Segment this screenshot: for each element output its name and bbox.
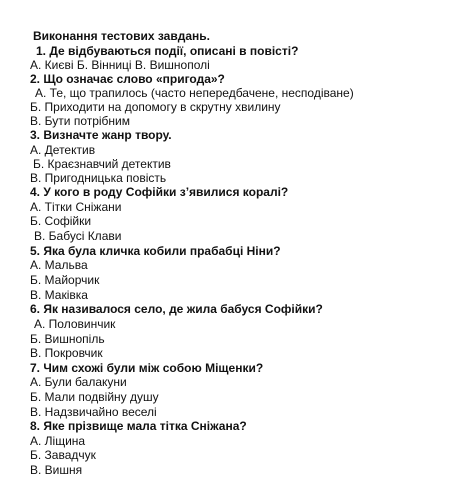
answer-3-b: Б. Краєзнавчий детектив — [33, 157, 171, 171]
question-1: 1. Де відбуваються події, описані в повісті? — [36, 44, 299, 58]
document-heading: Виконання тестових завдань. — [33, 29, 210, 43]
answer-5-b: Б. Майорчик — [30, 273, 100, 287]
question-4: 4. У кого в роду Софійки з’явилися коралі? — [30, 185, 289, 199]
answer-2-a: А. Те, що трапилось (часто непередбачене, несподіване) — [35, 86, 354, 100]
answer-2-b: Б. Приходити на допомогу в скрутну хвилину — [30, 100, 281, 114]
answer-8-c: В. Вишня — [30, 463, 83, 477]
answer-1-a: А. Києві Б. Вінниці В. Вишнополі — [30, 58, 210, 72]
question-5: 5. Яка була кличка кобили прабабці Ніни? — [30, 244, 281, 258]
question-2: 2. Що означає слово «пригода»? — [30, 72, 225, 86]
answer-4-b: Б. Софійки — [30, 214, 92, 228]
answer-8-b: Б. Завадчук — [30, 448, 96, 462]
question-7: 7. Чим схожі були між собою Міщенки? — [30, 361, 264, 375]
answer-6-a: А. Половинчик — [34, 317, 116, 331]
answer-7-a: А. Були балакуни — [30, 375, 127, 389]
answer-4-c: В. Бабусі Клави — [34, 229, 122, 243]
answer-5-a: А. Мальва — [30, 258, 88, 272]
answer-7-c: В. Надзвичайно веселі — [30, 405, 157, 419]
answer-5-c: В. Маківка — [30, 288, 88, 302]
answer-6-c: В. Покровчик — [30, 346, 103, 360]
question-6: 6. Як називалося село, де жила бабуся Софійки? — [30, 302, 323, 316]
answer-2-c: В. Бути потрібним — [30, 114, 131, 128]
answer-7-b: Б. Мали подвійну душу — [30, 390, 159, 404]
answer-6-b: Б. Вишнопіль — [30, 332, 105, 346]
answer-4-a: А. Тітки Сніжани — [30, 200, 122, 214]
answer-8-a: А. Ліщина — [30, 434, 86, 448]
question-3: 3. Визначте жанр твору. — [30, 128, 172, 142]
answer-3-c: В. Пригодницька повість — [30, 171, 167, 185]
answer-3-a: А. Детектив — [30, 143, 96, 157]
question-8: 8. Яке прізвище мала тітка Сніжана? — [30, 419, 247, 433]
